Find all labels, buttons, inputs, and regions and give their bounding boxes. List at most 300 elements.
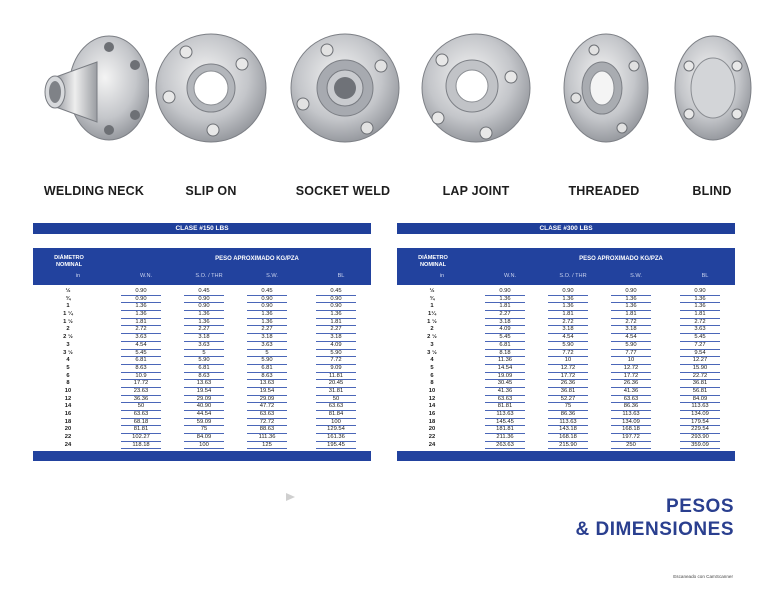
weight-cell: 2.72 xyxy=(680,319,720,327)
table-row xyxy=(33,442,371,450)
weight-cell: 59.09 xyxy=(184,419,224,427)
weight-cell: 36.81 xyxy=(680,380,720,388)
flange-slip-on xyxy=(147,30,275,205)
weight-cell: 56.81 xyxy=(680,388,720,396)
flange-label: BLIND xyxy=(692,184,732,198)
weight-cell: 26.36 xyxy=(548,380,588,388)
diameter-cell: 16 xyxy=(428,411,436,417)
flange-blind xyxy=(648,30,768,205)
weight-cell: 10 xyxy=(548,357,588,365)
table-row xyxy=(397,380,735,388)
weight-cell: 145.45 xyxy=(485,419,525,427)
blind-flange-icon xyxy=(667,30,757,150)
table-row xyxy=(397,296,735,304)
weight-cell: 86.36 xyxy=(611,403,651,411)
weight-cell: 143.18 xyxy=(548,426,588,434)
diameter-cell: 6 xyxy=(66,372,70,379)
weight-cell: 168.18 xyxy=(611,426,651,434)
weight-cell: 134.09 xyxy=(611,419,651,427)
weight-cell: 1.36 xyxy=(184,311,224,319)
weight-cell: 7.72 xyxy=(548,350,588,358)
weight-cell: 11.81 xyxy=(316,373,356,381)
table-row xyxy=(397,303,735,311)
weight-cell: 4.54 xyxy=(121,342,161,350)
weight-cell: 86.36 xyxy=(548,411,588,419)
weight-cell: 75 xyxy=(184,426,224,434)
weight-cell: 36.81 xyxy=(548,388,588,396)
weight-cell: 12.27 xyxy=(680,357,720,365)
weight-cell: 15.90 xyxy=(680,365,720,373)
diametro-header xyxy=(413,255,453,269)
weight-cell: 12.72 xyxy=(548,365,588,373)
weight-cell: 195.45 xyxy=(316,442,356,450)
weight-cell: 179.54 xyxy=(680,419,720,427)
diameter-cell: 3 xyxy=(66,341,70,348)
weight-cell: 17.72 xyxy=(611,373,651,381)
table-header xyxy=(397,248,735,285)
table-row xyxy=(33,350,371,358)
weight-cell: 41.36 xyxy=(485,388,525,396)
weight-cell: 72.72 xyxy=(247,419,287,427)
weight-cell: 63.63 xyxy=(611,396,651,404)
weight-cell: 250 xyxy=(611,442,651,450)
weight-cell: 2.27 xyxy=(316,326,356,334)
weight-cell: 26.36 xyxy=(611,380,651,388)
weight-cell: 100 xyxy=(316,419,356,427)
table-row xyxy=(397,388,735,396)
table-body xyxy=(33,288,371,449)
table-row xyxy=(397,396,735,404)
diameter-cell: 8 xyxy=(430,380,434,387)
weight-cell: 1.36 xyxy=(548,303,588,311)
weight-cell: 6.81 xyxy=(485,342,525,350)
table-title: CLASE #150 LBS xyxy=(33,223,371,234)
weight-cell: 0.90 xyxy=(680,288,720,296)
weight-cell: 30.45 xyxy=(485,380,525,388)
diameter-cell: 2 xyxy=(430,326,434,333)
diameter-cell: 1 ½ xyxy=(427,318,437,325)
weight-cell: 41.36 xyxy=(611,388,651,396)
table-row xyxy=(33,303,371,311)
table-header xyxy=(33,248,371,285)
weight-cell: 17.72 xyxy=(548,373,588,381)
slip-on-flange-icon xyxy=(151,30,271,150)
weight-cell: 3.18 xyxy=(316,334,356,342)
weight-cell: 3.63 xyxy=(247,342,287,350)
weight-cell: 63.63 xyxy=(247,411,287,419)
column-headers xyxy=(397,273,735,283)
table-row xyxy=(33,434,371,442)
flange-lap-joint xyxy=(412,30,540,205)
diameter-cell: 12 xyxy=(428,395,436,402)
weight-cell: 181.81 xyxy=(485,426,525,434)
weight-cell: 1.36 xyxy=(485,296,525,304)
diameter-cell: 4 xyxy=(430,357,434,364)
weight-cell: 3.18 xyxy=(247,334,287,342)
diameter-cell: 2 ½ xyxy=(427,334,437,341)
diameter-cell: 16 xyxy=(64,411,72,417)
table-title: CLASE #300 LBS xyxy=(397,223,735,234)
weight-cell: 118.18 xyxy=(121,442,161,450)
weight-cell: 1.36 xyxy=(247,319,287,327)
diameter-cell: 3 xyxy=(430,341,434,348)
weight-cell: 14.54 xyxy=(485,365,525,373)
table-row xyxy=(397,403,735,411)
weight-cell: 12.72 xyxy=(611,365,651,373)
lap-joint-flange-icon xyxy=(416,30,536,150)
diameter-cell: 14 xyxy=(428,403,436,410)
diametro-label: DIÁMETRO xyxy=(418,255,448,261)
weight-cell: 50 xyxy=(316,396,356,404)
table-row xyxy=(397,365,735,373)
table-row xyxy=(397,426,735,434)
weight-cell: 36.36 xyxy=(121,396,161,404)
weight-cell: 20.45 xyxy=(316,380,356,388)
weight-cell: 1.36 xyxy=(680,296,720,304)
weight-cell: 0.45 xyxy=(316,288,356,296)
weight-cell: 1.36 xyxy=(316,311,356,319)
weight-cell: 6.81 xyxy=(184,365,224,373)
weight-cell: 1.81 xyxy=(316,319,356,327)
nominal-label: NOMINAL xyxy=(55,262,83,268)
weight-cell: 40.90 xyxy=(184,403,224,411)
diameter-cell: 18 xyxy=(64,418,72,425)
weight-cell: 0.90 xyxy=(316,296,356,304)
flange-label: SOCKET WELD xyxy=(295,184,391,198)
table-footer-bar xyxy=(397,451,735,461)
weight-cell: 8.63 xyxy=(184,373,224,381)
table-row xyxy=(33,296,371,304)
table-row xyxy=(397,342,735,350)
weight-cell: 1.81 xyxy=(611,311,651,319)
weight-cell: 7.77 xyxy=(611,350,651,358)
weight-cell: 0.90 xyxy=(121,296,161,304)
weight-cell: 113.63 xyxy=(485,411,525,419)
weight-cell: 1.36 xyxy=(247,311,287,319)
diameter-cell: 6 xyxy=(430,372,434,379)
weight-cell: 113.63 xyxy=(611,411,651,419)
weight-cell: 68.18 xyxy=(121,419,161,427)
weight-cell: 10 xyxy=(611,357,651,365)
weight-cell: 1.81 xyxy=(680,311,720,319)
weight-cell: 47.72 xyxy=(247,403,287,411)
weight-cell: 8.63 xyxy=(247,373,287,381)
weight-cell: 31.81 xyxy=(316,388,356,396)
weight-cell: 19.09 xyxy=(485,373,525,381)
col-sw-header: S.W. xyxy=(266,273,278,279)
diameter-cell: 14 xyxy=(64,403,72,410)
weight-cell: 52.27 xyxy=(548,396,588,404)
table-row xyxy=(33,357,371,365)
weight-cell: 102.27 xyxy=(121,434,161,442)
weight-cell: 88.63 xyxy=(247,426,287,434)
diametro-label: DIÁMETRO xyxy=(54,255,84,261)
diameter-cell: 2 xyxy=(66,326,70,333)
col-bl-header: BL xyxy=(701,273,709,279)
diameter-cell: ½ xyxy=(429,288,435,294)
weight-cell: 113.63 xyxy=(548,419,588,427)
table-row xyxy=(397,326,735,334)
weight-cell: 5.90 xyxy=(316,350,356,358)
weight-cell: 84.09 xyxy=(184,434,224,442)
diameter-cell: 1 xyxy=(430,303,434,310)
weight-cell: 1.81 xyxy=(121,319,161,327)
weight-cell: 8.63 xyxy=(121,365,161,373)
weight-cell: 2.27 xyxy=(184,326,224,334)
weight-cell: 263.63 xyxy=(485,442,525,450)
weight-cell: 0.90 xyxy=(184,303,224,311)
table-row xyxy=(397,411,735,419)
weight-cell: 3.18 xyxy=(184,334,224,342)
table-row xyxy=(33,419,371,427)
column-headers xyxy=(33,273,371,283)
welding-neck-flange-icon xyxy=(39,30,149,150)
title-line-2: & DIMENSIONES xyxy=(575,519,734,540)
weight-cell: 17.72 xyxy=(121,380,161,388)
weight-cell: 0.90 xyxy=(548,288,588,296)
weight-cell: 5.45 xyxy=(680,334,720,342)
inch-header: in xyxy=(75,273,81,279)
col-wn-header: W.N. xyxy=(503,273,517,279)
table-row xyxy=(397,311,735,319)
weight-cell: 1.36 xyxy=(548,296,588,304)
weight-cell: 0.45 xyxy=(247,288,287,296)
weight-cell: 168.18 xyxy=(548,434,588,442)
weight-cell: 63.63 xyxy=(485,396,525,404)
table-row xyxy=(33,396,371,404)
weight-cell: 161.36 xyxy=(316,434,356,442)
table-row xyxy=(397,350,735,358)
weight-cell: 3.63 xyxy=(121,334,161,342)
table-row xyxy=(33,342,371,350)
weight-cell: 5 xyxy=(184,350,224,358)
weight-cell: 1.36 xyxy=(184,319,224,327)
weight-cell: 4.54 xyxy=(611,334,651,342)
table-body xyxy=(397,288,735,449)
weight-cell: 359.09 xyxy=(680,442,720,450)
weight-cell: 5.90 xyxy=(611,342,651,350)
weight-cell: 63.63 xyxy=(316,403,356,411)
weight-cell: 293.90 xyxy=(680,434,720,442)
peso-header: PESO APROXIMADO KG/PZA xyxy=(215,256,299,262)
table-row xyxy=(33,334,371,342)
weight-cell: 50 xyxy=(121,403,161,411)
weight-cell: 5.45 xyxy=(121,350,161,358)
table-row xyxy=(33,365,371,373)
weight-cell: 0.45 xyxy=(184,288,224,296)
weight-cell: 13.63 xyxy=(247,380,287,388)
weight-cell: 0.90 xyxy=(485,288,525,296)
table-row xyxy=(33,411,371,419)
weight-cell: 4.54 xyxy=(548,334,588,342)
weight-cell: 81.81 xyxy=(121,426,161,434)
weight-cell: 75 xyxy=(548,403,588,411)
col-so-header: S.O. / THR xyxy=(559,273,587,279)
weight-cell: 1.36 xyxy=(611,296,651,304)
weight-cell: 3.18 xyxy=(548,326,588,334)
flange-label: SLIP ON xyxy=(185,184,237,198)
weight-cell: 7.27 xyxy=(680,342,720,350)
diameter-cell: 24 xyxy=(428,441,436,448)
weight-cell: 81.84 xyxy=(316,411,356,419)
weight-cell: 4.09 xyxy=(316,342,356,350)
weight-cell: 5.45 xyxy=(485,334,525,342)
weight-cell: 215.90 xyxy=(548,442,588,450)
flange-label: THREADED xyxy=(568,184,640,198)
diameter-cell: 10 xyxy=(64,387,72,394)
weight-cell: 3.18 xyxy=(485,319,525,327)
diameter-cell: 20 xyxy=(428,426,436,433)
socket-weld-flange-icon xyxy=(283,30,403,150)
weight-cell: 0.90 xyxy=(121,288,161,296)
weight-cell: 2.72 xyxy=(611,319,651,327)
weight-cell: 1.36 xyxy=(121,311,161,319)
col-sw-header: S.W. xyxy=(630,273,642,279)
weight-cell: 0.90 xyxy=(184,296,224,304)
weight-cell: 2.27 xyxy=(247,326,287,334)
weight-cell: 1.81 xyxy=(485,303,525,311)
weight-cell: 229.54 xyxy=(680,426,720,434)
weight-cell: 84.09 xyxy=(680,396,720,404)
diameter-cell: 10 xyxy=(428,387,436,394)
weight-cell: 29.09 xyxy=(184,396,224,404)
diameter-cell: 3 ½ xyxy=(63,349,73,356)
diameter-cell: ½ xyxy=(65,288,71,294)
table-row xyxy=(397,357,735,365)
diameter-cell: 18 xyxy=(428,418,436,425)
table-class-150 xyxy=(33,223,371,461)
diameter-cell: 22 xyxy=(64,434,72,441)
weight-cell: 6.81 xyxy=(121,357,161,365)
weight-cell: 29.09 xyxy=(247,396,287,404)
weight-cell: 9.54 xyxy=(680,350,720,358)
table-row xyxy=(33,403,371,411)
weight-cell: 9.09 xyxy=(316,365,356,373)
weight-cell: 3.18 xyxy=(611,326,651,334)
table-row xyxy=(397,434,735,442)
table-row xyxy=(397,419,735,427)
weight-cell: 8.18 xyxy=(485,350,525,358)
weight-cell: 113.63 xyxy=(680,403,720,411)
nominal-label: NOMINAL xyxy=(419,262,447,268)
diameter-cell: 2 ½ xyxy=(63,334,73,341)
table-row xyxy=(33,426,371,434)
flange-label: WELDING NECK xyxy=(43,184,145,198)
arrow-mark-icon xyxy=(286,493,295,501)
table-row xyxy=(33,380,371,388)
weight-cell: 129.54 xyxy=(316,426,356,434)
weight-cell: 4.09 xyxy=(485,326,525,334)
diameter-cell: 5 xyxy=(66,364,70,371)
weight-cell: 23.63 xyxy=(121,388,161,396)
weight-cell: 6.81 xyxy=(247,365,287,373)
diameter-cell: 5 xyxy=(430,364,434,371)
weight-cell: 111.36 xyxy=(247,434,287,442)
weight-cell: 100 xyxy=(184,442,224,450)
weight-cell: 1.81 xyxy=(548,311,588,319)
weight-cell: 11.36 xyxy=(485,357,525,365)
weight-cell: 81.81 xyxy=(485,403,525,411)
table-class-300 xyxy=(397,223,735,461)
table-row xyxy=(33,326,371,334)
weight-cell: 1.36 xyxy=(121,303,161,311)
weight-cell: 22.72 xyxy=(680,373,720,381)
page-title xyxy=(575,495,734,541)
diameter-cell: 1¼ xyxy=(427,311,437,318)
diameter-cell: 12 xyxy=(64,395,72,402)
threaded-flange-icon xyxy=(554,30,654,150)
scan-note: Escaneado con CamScanner xyxy=(673,574,733,579)
table-row xyxy=(397,319,735,327)
inch-header: in xyxy=(439,273,445,279)
table-row xyxy=(33,388,371,396)
weight-cell: 134.09 xyxy=(680,411,720,419)
diameter-cell: 4 xyxy=(66,357,70,364)
weight-cell: 5.90 xyxy=(247,357,287,365)
weight-cell: 2.72 xyxy=(121,326,161,334)
flange-label: LAP JOINT xyxy=(442,184,510,198)
weight-cell: 0.90 xyxy=(247,303,287,311)
weight-cell: 19.54 xyxy=(184,388,224,396)
weight-cell: 197.72 xyxy=(611,434,651,442)
weight-cell: 5 xyxy=(247,350,287,358)
table-row xyxy=(33,311,371,319)
weight-cell: 3.63 xyxy=(184,342,224,350)
weight-cell: 63.63 xyxy=(121,411,161,419)
weight-cell: 3.63 xyxy=(680,326,720,334)
flange-welding-neck xyxy=(30,30,158,205)
weight-cell: 2.72 xyxy=(548,319,588,327)
weight-cell: 7.72 xyxy=(316,357,356,365)
diameter-cell: 8 xyxy=(66,380,70,387)
weight-cell: 44.54 xyxy=(184,411,224,419)
table-row xyxy=(33,288,371,296)
flange-socket-weld xyxy=(279,30,407,205)
weight-cell: 1.36 xyxy=(611,303,651,311)
table-row xyxy=(397,373,735,381)
diametro-header xyxy=(49,255,89,269)
diameter-cell: ¾ xyxy=(429,295,435,302)
weight-cell: 19.54 xyxy=(247,388,287,396)
weight-cell: 1.36 xyxy=(680,303,720,311)
diameter-cell: 24 xyxy=(64,441,72,448)
title-line-1: PESOS xyxy=(666,496,734,517)
diameter-cell: 3 ½ xyxy=(427,349,437,356)
diameter-cell: 20 xyxy=(64,426,72,433)
weight-cell: 211.36 xyxy=(485,434,525,442)
diameter-cell: 1 ¼ xyxy=(63,311,73,318)
weight-cell: 0.90 xyxy=(247,296,287,304)
weight-cell: 10.9 xyxy=(121,373,161,381)
weight-cell: 125 xyxy=(247,442,287,450)
table-footer-bar xyxy=(33,451,371,461)
weight-cell: 5.90 xyxy=(184,357,224,365)
flange-gallery xyxy=(0,0,768,210)
col-bl-header: BL xyxy=(337,273,345,279)
diameter-cell: 1 xyxy=(66,303,70,310)
diameter-cell: ¾ xyxy=(65,295,71,302)
weight-cell: 2.27 xyxy=(485,311,525,319)
weight-cell: 5.90 xyxy=(548,342,588,350)
table-row xyxy=(397,288,735,296)
table-row xyxy=(33,373,371,381)
weight-cell: 13.63 xyxy=(184,380,224,388)
weight-cell: 0.90 xyxy=(316,303,356,311)
diameter-cell: 1 ½ xyxy=(63,318,73,325)
col-wn-header: W.N. xyxy=(139,273,153,279)
peso-header: PESO APROXIMADO KG/PZA xyxy=(579,256,663,262)
table-row xyxy=(397,442,735,450)
